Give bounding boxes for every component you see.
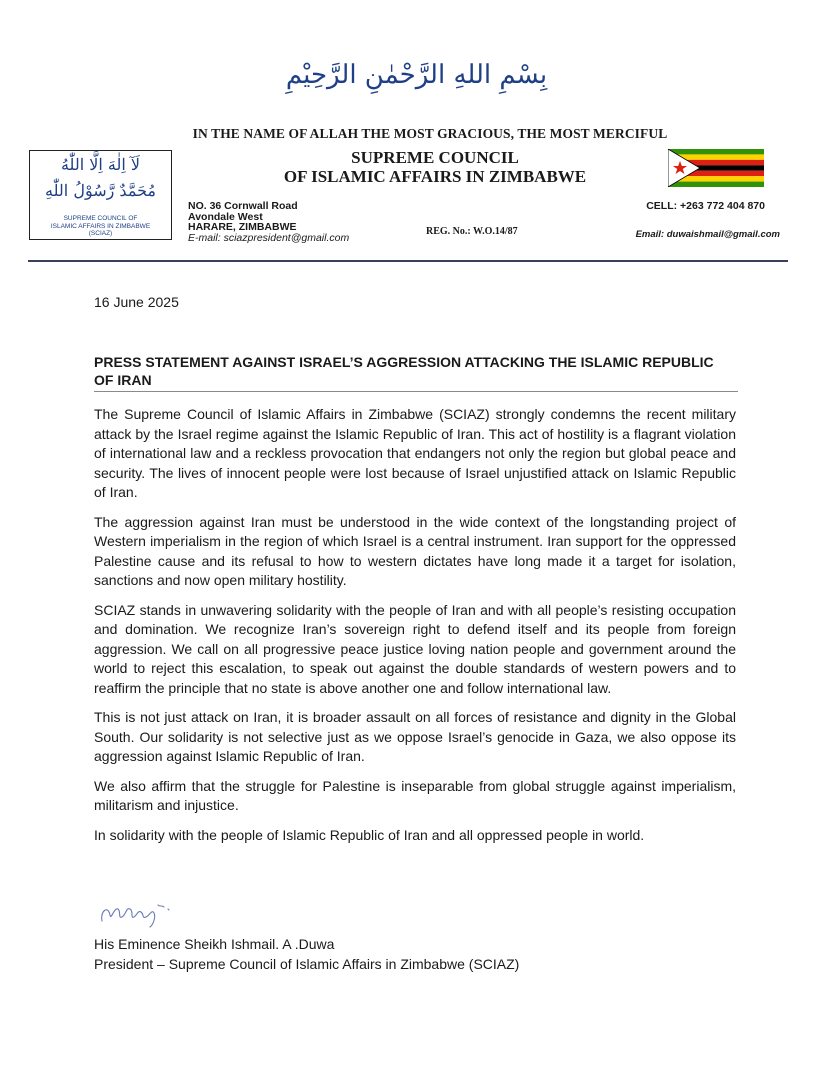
- body-paragraph: SCIAZ stands in unwavering solidarity with the people of Iran and with all people’s resisting occupation and domination. We recognize Iran’s sovereign right to defend itself and its people from foreign aggression. We call on all progressive peace justice loving nation people and government around the world to reject this escalation, to speak out against the double standards of western powers and to reaffirm the principle that no state is above another one and follow international law.: [94, 601, 736, 696]
- registration-number: REG. No.: W.O.14/87: [426, 226, 518, 237]
- press-statement-headline: PRESS STATEMENT AGAINST ISRAEL’S AGGRESSION ATTACKING THE ISLAMIC REPUBLIC OF IRAN: [94, 354, 714, 388]
- letter-body: [94, 405, 736, 855]
- logo-shahada-line2: مُحَمَّدٌ رَّسُوْلُ اللّٰهِ: [45, 181, 156, 200]
- invocation-line: IN THE NAME OF ALLAH THE MOST GRACIOUS, THE MOST MERCIFUL: [192, 126, 668, 141]
- body-paragraph: The Supreme Council of Islamic Affairs in Zimbabwe (SCIAZ) strongly condemns the recent military attack by the Israel regime against the Islamic Republic of Iran. This act of hostility is a flagrant violation of international law and a reckless provocation that endangers not only the region but global peace and security. The lives of innocent people were lost because of Israel unjustified attack on Islamic Republic of Iran.: [94, 406, 736, 500]
- signatory-block: [94, 935, 519, 974]
- signatory-name: His Eminence Sheikh Ishmail. A .Duwa: [94, 936, 335, 952]
- sciaz-logo: [29, 150, 172, 240]
- cell-number: CELL: +263 772 404 870: [646, 200, 765, 212]
- handwritten-signature: [96, 895, 186, 931]
- letter-date: 16 June 2025: [94, 294, 179, 310]
- logo-caption-line3: (SCIAZ): [88, 230, 113, 237]
- address-suburb: Avondale West: [188, 210, 263, 223]
- bismillah-calligraphy: بِسْمِ اللهِ الرَّحْمٰنِ الرَّحِيْمِ: [285, 60, 548, 90]
- logo-caption-line2: ISLAMIC AFFAIRS IN ZIMBABWE: [50, 222, 151, 230]
- signatory-title: President – Supreme Council of Islamic Affairs in Zimbabwe (SCIAZ): [94, 955, 520, 972]
- zimbabwe-flag-icon: [668, 149, 764, 187]
- body-paragraph: The aggression against Iran must be understood in the wide context of the longstanding project of Western imperialism in the region of which Israel is a central instrument. Iran support for the oppressed Palestine cause and its refusal to how to western dictates have long made it a target for isolation, sanctions and now open military hostility.: [94, 513, 736, 588]
- flag-stripe: [668, 149, 764, 154]
- address-street: NO. 36 Cornwall Road: [188, 200, 298, 212]
- organization-title-line1: SUPREME COUNCIL: [351, 148, 519, 167]
- logo-caption-line1: SUPREME COUNCIL OF: [63, 215, 138, 222]
- address-city: HARARE, ZIMBABWE: [188, 221, 297, 233]
- body-paragraph: We also affirm that the struggle for Palestine is inseparable from global struggle against imperialism, militarism and injustice.: [94, 777, 736, 813]
- body-paragraph: This is not just attack on Iran, it is broader assault on all forces of resistance and dignity in the Global South. Our solidarity is not selective just as we oppose Israel’s genocide in Gaza, we also oppose its aggression against Islamic Republic of Iran.: [94, 709, 736, 764]
- organization-title: [270, 148, 600, 186]
- closing-line: In solidarity with the people of Islamic Republic of Iran and all oppressed people in world.: [94, 826, 645, 843]
- email-right: Email: duwaishmail@gmail.com: [635, 229, 780, 240]
- organization-title-line2: OF ISLAMIC AFFAIRS IN ZIMBABWE: [283, 167, 587, 186]
- email-left: E-mail: sciazpresident@gmail.com: [188, 231, 350, 244]
- headline-underline: [94, 391, 738, 392]
- letterhead-divider: [28, 260, 788, 262]
- postal-address: [188, 201, 349, 243]
- logo-caption: [32, 215, 169, 238]
- logo-shahada-line1: لَآ اِلٰهَ اِلَّا اللّٰهُ: [60, 155, 141, 174]
- flag-stripe: [668, 182, 764, 187]
